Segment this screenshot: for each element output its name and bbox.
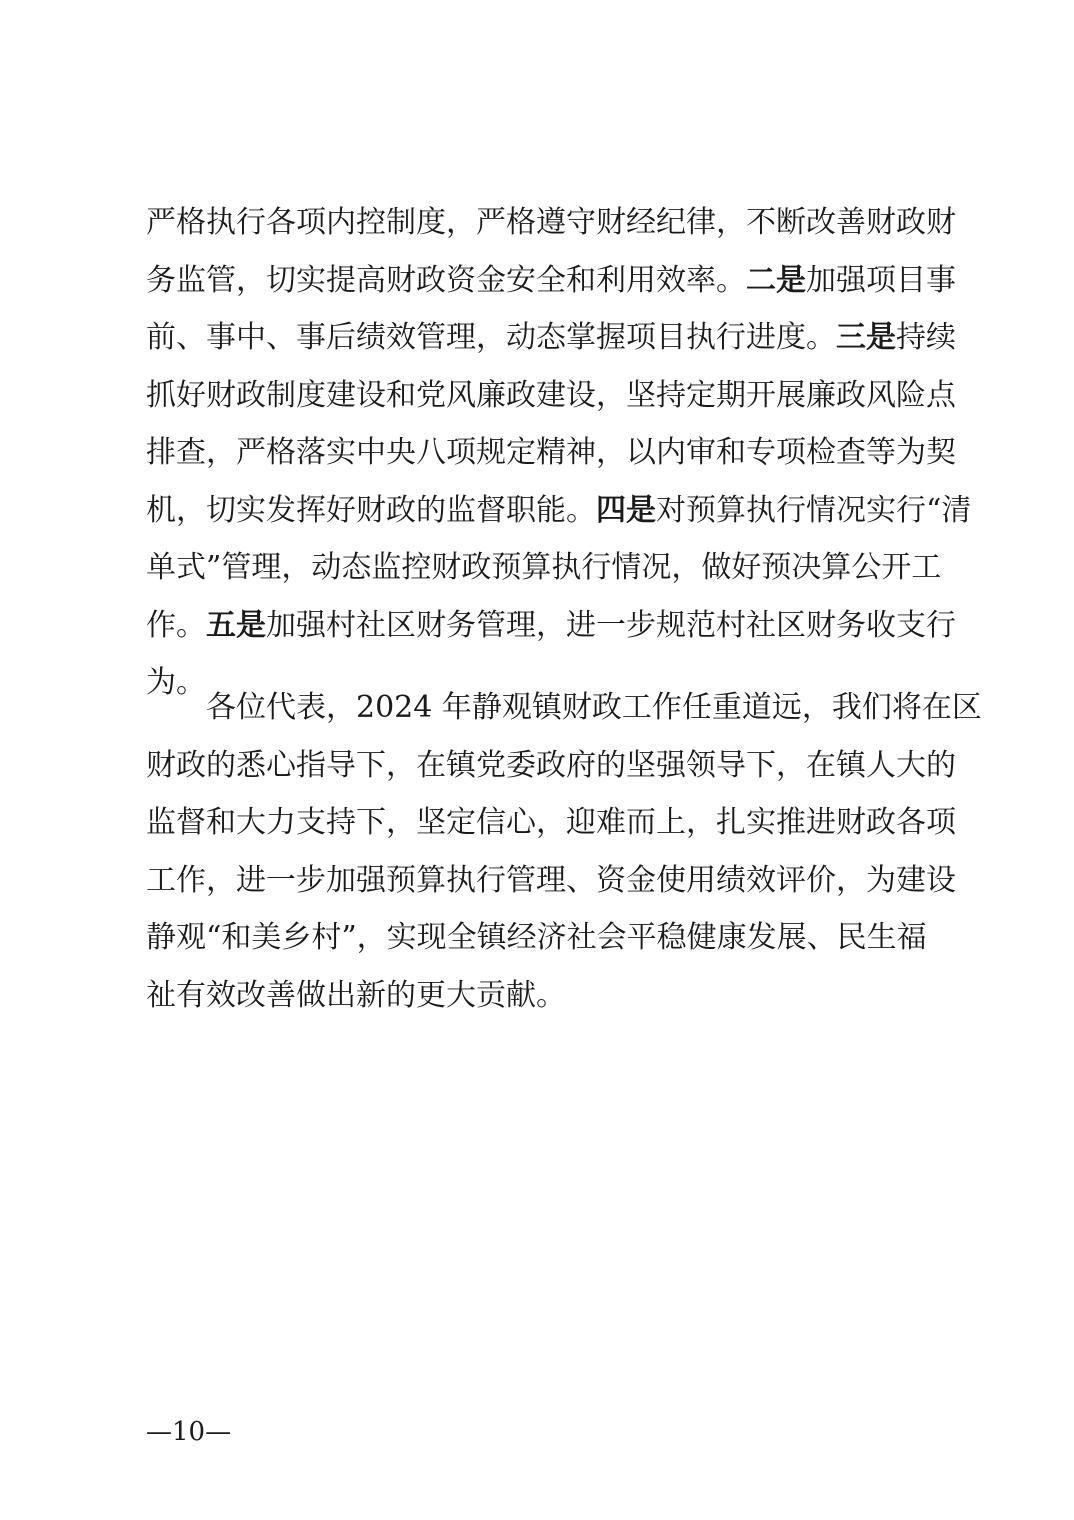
text-segment: 财政的悉心指导下，在镇党委政府的坚强领导下，在镇人大的 [146,747,956,783]
bold-lead-phrase: 三是 [836,320,896,355]
text-segment: 持续 [896,320,956,355]
bold-lead-phrase: 五是 [206,607,266,643]
text-segment: 加强村社区财务管理，进一步规范村社区财务收支行 [266,607,956,643]
text-line [146,746,956,786]
text-segment: 为。 [146,665,206,700]
text-line [146,203,956,243]
text-line [146,803,956,843]
text-segment: 抓好财政制度建设和党风廉政建设，坚持定期开展廉政风险点 [146,377,956,413]
page-number: —10— [146,1417,232,1447]
text-segment: 静观“和美乡村”，实现全镇经济社会平稳健康发展、民生福 [146,920,927,955]
text-segment: 单式”管理，动态监控财政预算执行情况，做好预决算公开工 [146,550,942,585]
text-line [146,491,972,531]
text-line [146,606,956,646]
text-segment: 监督和大力支持下，坚定信心，迎难而上，扎实推进财政各项 [146,805,956,840]
text-line [146,433,956,473]
text-segment: 各位代表，2024 年静观镇财政工作任重道远，我们将在区 [206,690,982,725]
bold-lead-phrase: 二是 [746,262,806,298]
text-line [146,548,942,588]
text-line [146,261,956,301]
text-segment: 排查，严格落实中央八项规定精神，以内审和专项检查等为契 [146,435,956,470]
text-segment: 机，切实发挥好财政的监督职能。 [146,492,596,528]
text-segment: 祉有效改善做出新的更大贡献。 [146,977,566,1013]
text-segment: 务监管，切实提高财政资金安全和利用效率。 [146,262,746,298]
text-line [146,918,927,958]
text-segment: 作。 [146,607,206,643]
text-segment: 工作，进一步加强预算执行管理、资金使用绩效评价，为建设 [146,862,956,898]
text-line [146,976,922,1016]
bold-lead-phrase: 四是 [596,492,656,528]
text-line [206,688,982,728]
text-line [146,318,956,358]
text-segment: 对预算执行情况实行“清 [656,492,972,528]
text-line [146,861,956,901]
text-segment: 严格执行各项内控制度，严格遵守财经纪律，不断改善财政财 [146,205,956,240]
text-segment: 加强项目事 [806,262,956,298]
text-line [146,376,956,416]
text-segment: 前、事中、事后绩效管理，动态掌握项目执行进度。 [146,320,836,355]
